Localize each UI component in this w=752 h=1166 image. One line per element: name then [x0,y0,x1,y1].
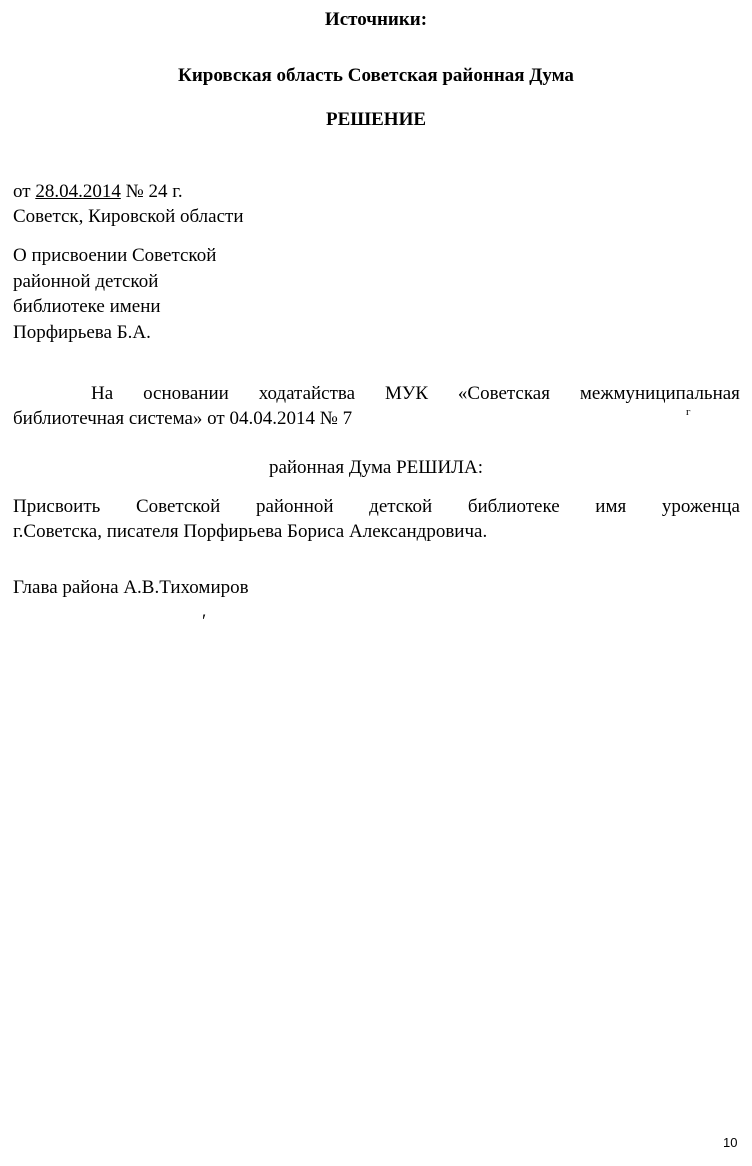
signature-line: Глава района А.В.Тихомиров [13,577,249,598]
basis-word: МУК [384,383,429,404]
signature-mark: ʹ [202,611,207,632]
decision-word: имя [595,496,627,517]
subject-line: О присвоении Советской [13,245,217,266]
organization-heading: Кировская область Советская районная Дума [178,65,574,86]
page-number: 10 [723,1135,738,1150]
subject-line: библиотеке имени [13,296,161,317]
subject-line: районной детской [13,271,159,292]
basis-word: «Советская [457,383,550,404]
sources-heading: Источники: [324,9,428,30]
basis-word: межмуниципальная [579,383,740,404]
decision-word: районной [255,496,334,517]
basis-paragraph-line-1 [91,382,740,405]
decision-word: уроженца [661,496,740,517]
decision-paragraph-line-2: г.Советска, писателя Порфирьева Бориса Александровича. [13,521,488,542]
decision-word: библиотеке [467,496,560,517]
stray-mark: г [686,406,691,418]
subject-line: Порфирьева Б.А. [13,322,151,343]
basis-word: основании [143,383,229,404]
basis-word: На [91,383,114,404]
resolved-heading: районная Дума РЕШИЛА: [268,457,484,478]
basis-paragraph-line-2: библиотечная система» от 04.04.2014 № 7 [13,408,353,429]
basis-word: ходатайства [258,383,356,404]
document-type-heading: РЕШЕНИЕ [325,109,427,130]
decision-date-line [13,180,183,203]
decision-place: Советск, Кировской области [13,206,244,227]
decision-paragraph-line-1 [13,495,740,518]
date-prefix: от [13,181,36,202]
decision-number: № 24 г. [120,181,183,202]
decision-word: детской [369,496,433,517]
decision-date: 28.04.2014 [35,181,121,202]
decision-word: Присвоить [13,496,101,517]
decision-word: Советской [135,496,221,517]
